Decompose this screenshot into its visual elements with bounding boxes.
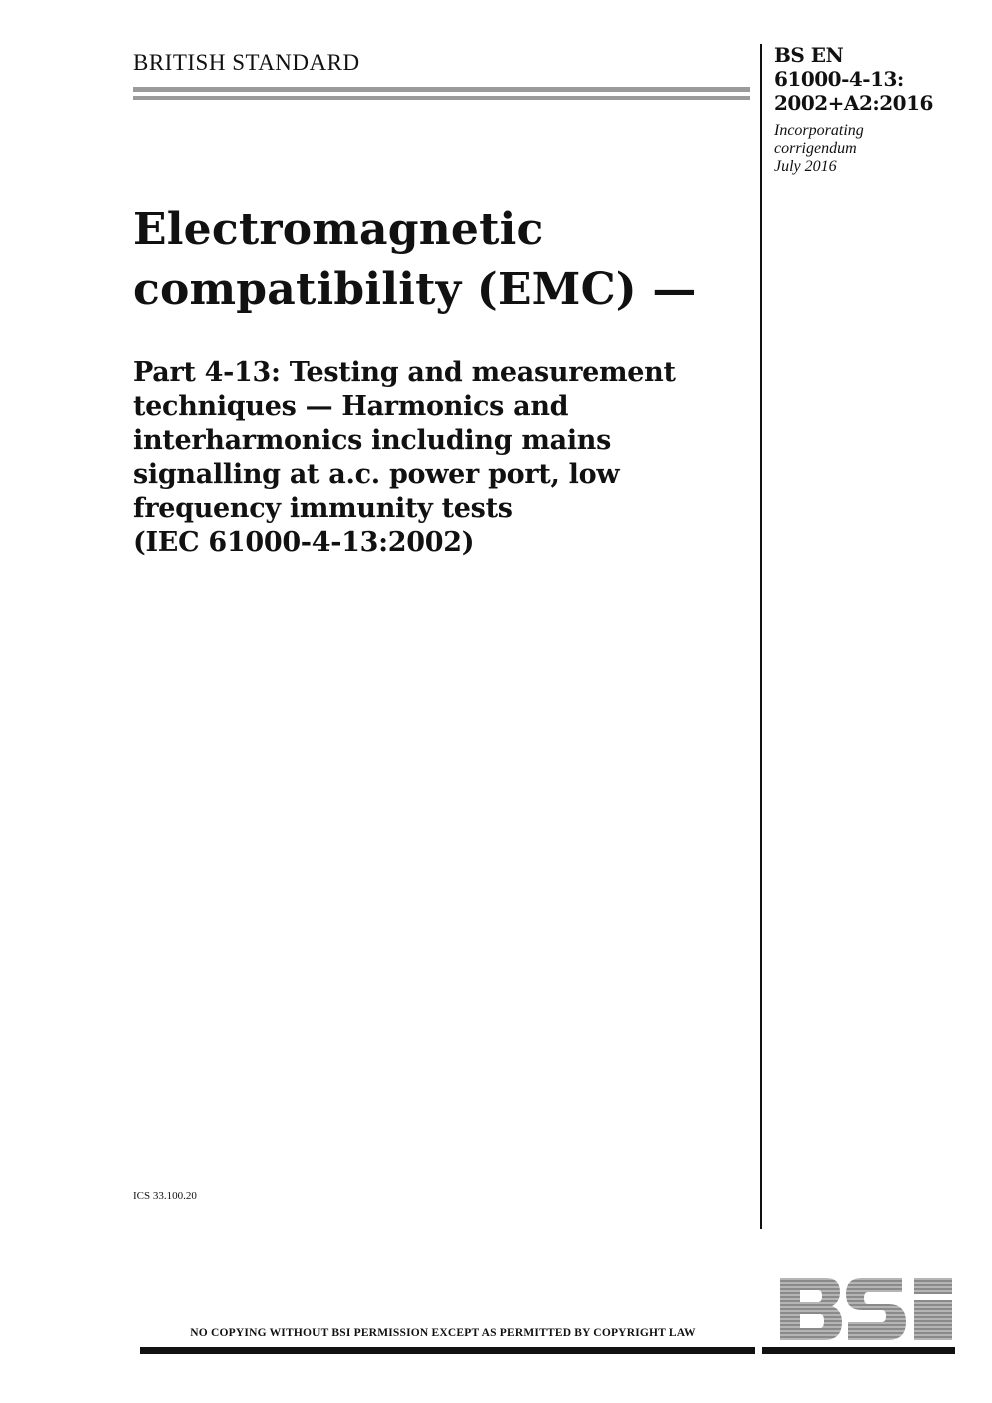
subtitle-line: techniques — Harmonics and <box>133 391 569 422</box>
incorporating-line: corrigendum <box>774 140 857 157</box>
series-label: BRITISH STANDARD <box>133 50 360 75</box>
header-rule-bottom <box>133 96 750 100</box>
subtitle-line: frequency immunity tests <box>133 493 513 524</box>
title-line: Electromagnetic <box>133 204 544 255</box>
standard-number-line: 2002+A2:2016 <box>774 91 933 115</box>
standard-number-line: 61000-4-13: <box>774 67 904 91</box>
logo-letter-b <box>780 1278 842 1340</box>
standard-number-line: BS EN <box>774 43 844 67</box>
incorporating-line: Incorporating <box>774 122 864 139</box>
vertical-divider <box>760 44 762 1229</box>
subtitle-line: (IEC 61000-4-13:2002) <box>133 527 475 558</box>
document-title <box>133 200 697 320</box>
incorporating-line: July 2016 <box>774 158 837 175</box>
subtitle-line: Part 4-13: Testing and measurement <box>133 357 676 388</box>
document-subtitle <box>133 356 753 560</box>
title-line: compatibility (EMC) — <box>133 264 697 315</box>
footer-rule-right <box>762 1347 955 1354</box>
incorporating-note <box>774 122 864 176</box>
copyright-notice: NO COPYING WITHOUT BSI PERMISSION EXCEPT AS PERMITTED BY COPYRIGHT LAW <box>190 1327 696 1339</box>
ics-code: ICS 33.100.20 <box>133 1190 197 1202</box>
header-rule-top <box>133 87 750 92</box>
subtitle-line: signalling at a.c. power port, low <box>133 459 620 490</box>
logo-letter-i-dot <box>914 1278 952 1294</box>
subtitle-line: interharmonics including mains <box>133 425 612 456</box>
logo-letter-i-stem <box>914 1300 952 1340</box>
standard-number <box>774 43 933 115</box>
footer-rule <box>140 1347 755 1354</box>
logo-letter-s <box>846 1278 906 1340</box>
bsi-logo <box>778 1276 956 1342</box>
